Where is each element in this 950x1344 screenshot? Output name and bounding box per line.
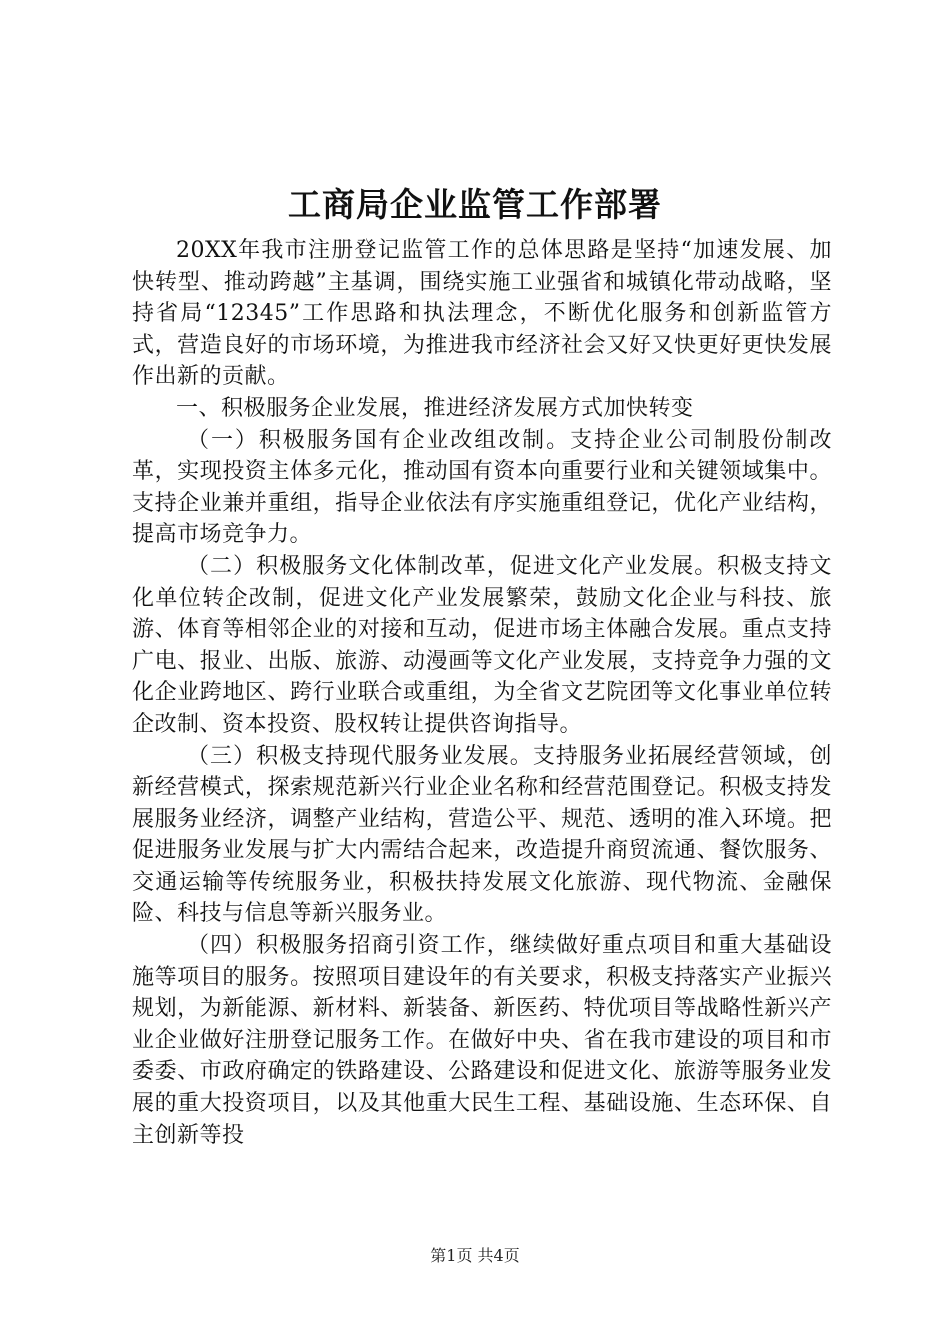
section-heading: 一、积极服务企业发展，推进经济发展方式加快转变 xyxy=(176,395,694,421)
body-paragraph: （一）积极服务国有企业改组改制。支持企业公司制股份制改革，实现投资主体多元化，推动国有资本向重要行业和关键领域集中。支持企业兼并重组，指导企业依法有序实施重组登记，优化产业结构，提高市场竞争力。 xyxy=(132,427,832,548)
document-body xyxy=(132,235,832,1151)
body-paragraph: （三）积极支持现代服务业发展。支持服务业拓展经营领域，创新经营模式，探索规范新兴行业企业名称和经营范围登记。积极支持发展服务业经济，调整产业结构，营造公平、规范、透明的准入环境。把促进服务业发展与扩大内需结合起来，改造提升商贸流通、餐饮服务、交通运输等传统服务业，积极扶持发展文化旅游、现代物流、金融保险、科技与信息等新兴服务业。 xyxy=(132,743,832,927)
intro-paragraph: 20XX年我市注册登记监管工作的总体思路是坚持“加速发展、加快转型、推动跨越”主基调，围绕实施工业强省和城镇化带动战略，坚持省局“12345”工作思路和执法理念，不断优化服务和创新监管方式，营造良好的市场环境，为推进我市经济社会又好又快更好更快发展作出新的贡献。 xyxy=(132,238,832,390)
document-title: 工商局企业监管工作部署 xyxy=(288,185,662,224)
body-paragraph: （二）积极服务文化体制改革，促进文化产业发展。积极支持文化单位转企改制，促进文化产业发展繁荣，鼓励文化企业与科技、旅游、体育等相邻企业的对接和互动，促进市场主体融合发展。重点支持广电、报业、出版、旅游、动漫画等文化产业发展，支持竞争力强的文化企业跨地区、跨行业联合或重组，为全省文艺院团等文化事业单位转企改制、资本投资、股权转让提供咨询指导。 xyxy=(132,553,832,737)
page-number: 第1页 共4页 xyxy=(430,1246,520,1265)
body-paragraph: （四）积极服务招商引资工作，继续做好重点项目和重大基础设施等项目的服务。按照项目建设年的有关要求，积极支持落实产业振兴规划，为新能源、新材料、新装备、新医药、特优项目等战略性新兴产业企业做好注册登记服务工作。在做好中央、省在我市建设的项目和市委委、市政府确定的铁路建设、公路建设和促进文化、旅游等服务业发展的重大投资项目，以及其他重大民生工程、基础设施、生态环保、自主创新等投 xyxy=(132,933,832,1148)
